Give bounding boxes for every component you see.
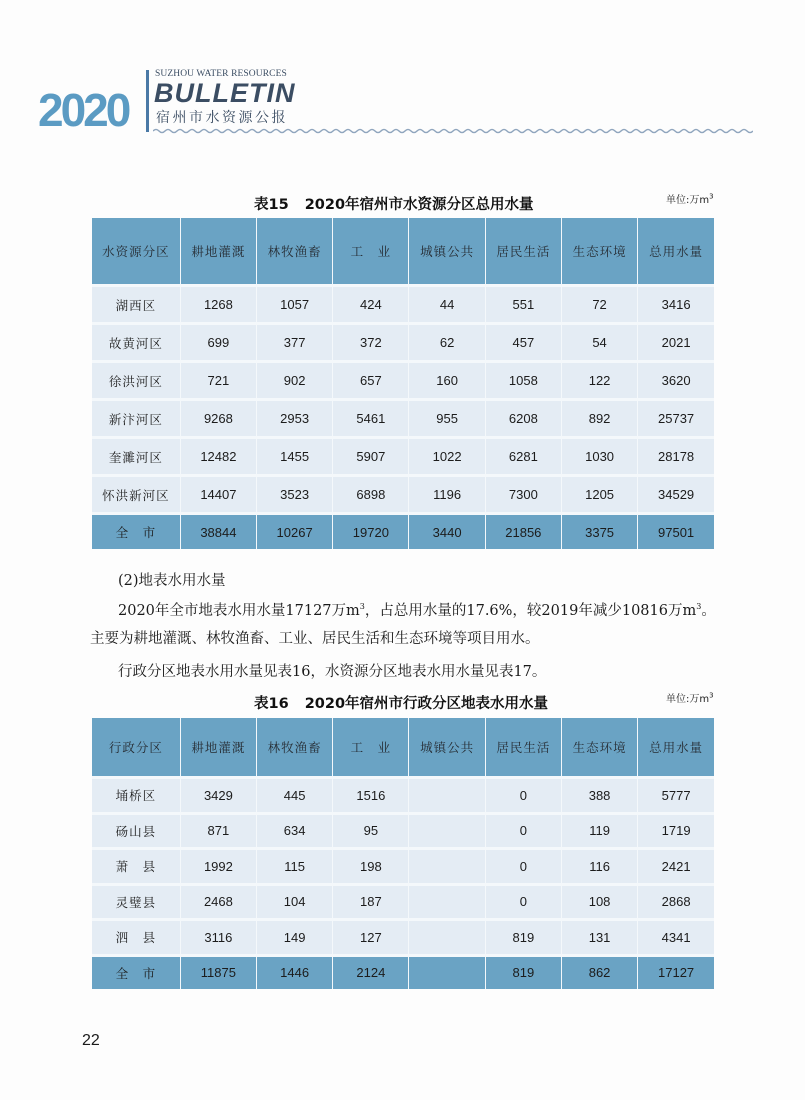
total-value-cell: 3440	[409, 514, 485, 550]
table16-header-cell: 林牧渔畜	[257, 718, 333, 778]
value-cell: 424	[333, 286, 409, 324]
value-cell: 198	[333, 849, 409, 885]
table16-title-text: 2020年宿州市行政分区地表水用水量	[304, 696, 549, 712]
value-cell: 372	[333, 324, 409, 362]
paragraph-3: 行政分区地表水用水量见表16，水资源分区地表水用水量见表17。	[118, 664, 547, 680]
table-row	[92, 476, 714, 514]
page-number: 22	[82, 1032, 100, 1049]
value-cell: 54	[561, 324, 637, 362]
table15-header-cell: 林牧渔畜	[257, 218, 333, 286]
total-value-cell: 3375	[561, 514, 637, 550]
value-cell: 14407	[180, 476, 256, 514]
total-label-cell: 全 市	[92, 514, 180, 550]
value-cell: 2021	[638, 324, 714, 362]
value-cell: 115	[257, 849, 333, 885]
header-title: BULLETIN	[154, 78, 296, 108]
value-cell: 28178	[638, 438, 714, 476]
header-subtitle-cn: 宿州市水资源公报	[156, 110, 288, 126]
value-cell	[409, 778, 485, 814]
row-label-cell: 萧 县	[92, 849, 180, 885]
value-cell: 1058	[485, 362, 561, 400]
header-divider	[146, 70, 149, 132]
value-cell: 62	[409, 324, 485, 362]
value-cell: 388	[561, 778, 637, 814]
value-cell: 2421	[638, 849, 714, 885]
row-label-cell: 灵璧县	[92, 884, 180, 920]
value-cell	[409, 849, 485, 885]
paragraph-1	[118, 599, 716, 620]
table16-unit-sup: 3	[709, 691, 714, 700]
value-cell: 108	[561, 884, 637, 920]
row-label-cell: 砀山县	[92, 813, 180, 849]
total-value-cell: 819	[485, 955, 561, 989]
value-cell: 1030	[561, 438, 637, 476]
value-cell: 5907	[333, 438, 409, 476]
value-cell	[409, 813, 485, 849]
table-row	[92, 362, 714, 400]
total-value-cell: 862	[561, 955, 637, 989]
table16-unit	[666, 690, 714, 705]
table16	[92, 718, 714, 989]
total-value-cell: 10267	[257, 514, 333, 550]
value-cell: 1268	[180, 286, 256, 324]
wave-decoration-icon	[153, 126, 753, 136]
row-label-cell: 湖西区	[92, 286, 180, 324]
value-cell: 1196	[409, 476, 485, 514]
value-cell: 5461	[333, 400, 409, 438]
value-cell: 0	[485, 849, 561, 885]
value-cell: 6281	[485, 438, 561, 476]
value-cell: 9268	[180, 400, 256, 438]
table15-header-cell: 生态环境	[561, 218, 637, 286]
table15-title	[254, 193, 534, 214]
table16-header-cell: 生态环境	[561, 718, 637, 778]
section-heading: (2)地表水用水量	[118, 573, 226, 589]
table15-header-cell: 居民生活	[485, 218, 561, 286]
table16-header-cell: 行政分区	[92, 718, 180, 778]
value-cell: 721	[180, 362, 256, 400]
total-value-cell: 11875	[180, 955, 256, 989]
value-cell: 0	[485, 813, 561, 849]
total-value-cell: 17127	[638, 955, 714, 989]
total-row	[92, 514, 714, 550]
table-row	[92, 849, 714, 885]
value-cell: 1516	[333, 778, 409, 814]
table16-number: 表16	[254, 696, 289, 712]
value-cell: 551	[485, 286, 561, 324]
value-cell: 3620	[638, 362, 714, 400]
table16-unit-text: 单位:万m	[666, 694, 710, 705]
row-label-cell: 徐洪河区	[92, 362, 180, 400]
value-cell: 377	[257, 324, 333, 362]
value-cell: 6208	[485, 400, 561, 438]
value-cell: 0	[485, 884, 561, 920]
value-cell: 457	[485, 324, 561, 362]
table16-header-cell: 城镇公共	[409, 718, 485, 778]
value-cell: 187	[333, 884, 409, 920]
superscript-3: 3	[696, 602, 702, 612]
header-year: 2020	[38, 84, 129, 136]
value-cell: 5777	[638, 778, 714, 814]
row-label-cell: 故黄河区	[92, 324, 180, 362]
value-cell: 871	[180, 813, 256, 849]
total-value-cell: 2124	[333, 955, 409, 989]
header-subtitle-en: SUZHOU WATER RESOURCES	[155, 69, 287, 79]
value-cell: 119	[561, 813, 637, 849]
total-label-cell: 全 市	[92, 955, 180, 989]
value-cell	[409, 884, 485, 920]
value-cell	[409, 920, 485, 956]
value-cell: 3116	[180, 920, 256, 956]
table15-header-cell: 城镇公共	[409, 218, 485, 286]
total-row	[92, 955, 714, 989]
total-value-cell: 21856	[485, 514, 561, 550]
value-cell: 819	[485, 920, 561, 956]
table-row	[92, 324, 714, 362]
paragraph-1-part-b: ，占总用水量的17.6%，较2019年减少10816万m	[364, 603, 697, 619]
value-cell: 95	[333, 813, 409, 849]
value-cell: 160	[409, 362, 485, 400]
row-label-cell: 泗 县	[92, 920, 180, 956]
table-row	[92, 286, 714, 324]
paragraph-1-part-a: 2020年全市地表水用水量17127万m	[118, 603, 360, 619]
value-cell: 122	[561, 362, 637, 400]
table16-header-row	[92, 718, 714, 778]
value-cell: 4341	[638, 920, 714, 956]
total-value-cell: 19720	[333, 514, 409, 550]
table16-header-cell: 耕地灌溉	[180, 718, 256, 778]
value-cell: 1455	[257, 438, 333, 476]
value-cell: 7300	[485, 476, 561, 514]
table16-header-cell: 工 业	[333, 718, 409, 778]
paragraph-1-part-c: 。	[701, 603, 716, 619]
value-cell: 445	[257, 778, 333, 814]
value-cell: 634	[257, 813, 333, 849]
table15-header-cell: 工 业	[333, 218, 409, 286]
row-label-cell: 埇桥区	[92, 778, 180, 814]
table-row	[92, 778, 714, 814]
value-cell: 12482	[180, 438, 256, 476]
value-cell: 3523	[257, 476, 333, 514]
row-label-cell: 怀洪新河区	[92, 476, 180, 514]
bulletin-header	[38, 66, 758, 136]
total-value-cell: 1446	[257, 955, 333, 989]
table15-unit-text: 单位:万m	[666, 195, 710, 206]
table16-title	[254, 692, 548, 713]
value-cell: 25737	[638, 400, 714, 438]
value-cell: 699	[180, 324, 256, 362]
table-row	[92, 884, 714, 920]
table-row	[92, 813, 714, 849]
value-cell: 657	[333, 362, 409, 400]
value-cell: 6898	[333, 476, 409, 514]
value-cell: 2468	[180, 884, 256, 920]
table15-title-text: 2020年宿州市水资源分区总用水量	[304, 197, 534, 213]
value-cell: 149	[257, 920, 333, 956]
value-cell: 72	[561, 286, 637, 324]
paragraph-2: 主要为耕地灌溉、林牧渔畜、工业、居民生活和生态环境等项目用水。	[90, 631, 540, 647]
value-cell: 955	[409, 400, 485, 438]
table16-header-cell: 总用水量	[638, 718, 714, 778]
value-cell: 1205	[561, 476, 637, 514]
table15-header-cell: 总用水量	[638, 218, 714, 286]
value-cell: 116	[561, 849, 637, 885]
table-row	[92, 400, 714, 438]
table15-unit-sup: 3	[709, 192, 714, 201]
value-cell: 1057	[257, 286, 333, 324]
table15-header-cell: 水资源分区	[92, 218, 180, 286]
total-value-cell: 97501	[638, 514, 714, 550]
value-cell: 2868	[638, 884, 714, 920]
table16-header-cell: 居民生活	[485, 718, 561, 778]
value-cell: 104	[257, 884, 333, 920]
value-cell: 1719	[638, 813, 714, 849]
value-cell: 3429	[180, 778, 256, 814]
table15	[92, 218, 714, 549]
superscript-3: 3	[359, 602, 365, 612]
table-row	[92, 920, 714, 956]
table15-header-cell: 耕地灌溉	[180, 218, 256, 286]
value-cell: 0	[485, 778, 561, 814]
total-value-cell: 38844	[180, 514, 256, 550]
table15-number: 表15	[254, 197, 289, 213]
value-cell: 131	[561, 920, 637, 956]
table15-header-row	[92, 218, 714, 286]
value-cell: 34529	[638, 476, 714, 514]
row-label-cell: 奎濉河区	[92, 438, 180, 476]
value-cell: 892	[561, 400, 637, 438]
value-cell: 2953	[257, 400, 333, 438]
value-cell: 1992	[180, 849, 256, 885]
value-cell: 902	[257, 362, 333, 400]
value-cell: 1022	[409, 438, 485, 476]
row-label-cell: 新汴河区	[92, 400, 180, 438]
table15-unit	[666, 191, 714, 206]
value-cell: 44	[409, 286, 485, 324]
value-cell: 127	[333, 920, 409, 956]
value-cell: 3416	[638, 286, 714, 324]
total-value-cell	[409, 955, 485, 989]
table-row	[92, 438, 714, 476]
